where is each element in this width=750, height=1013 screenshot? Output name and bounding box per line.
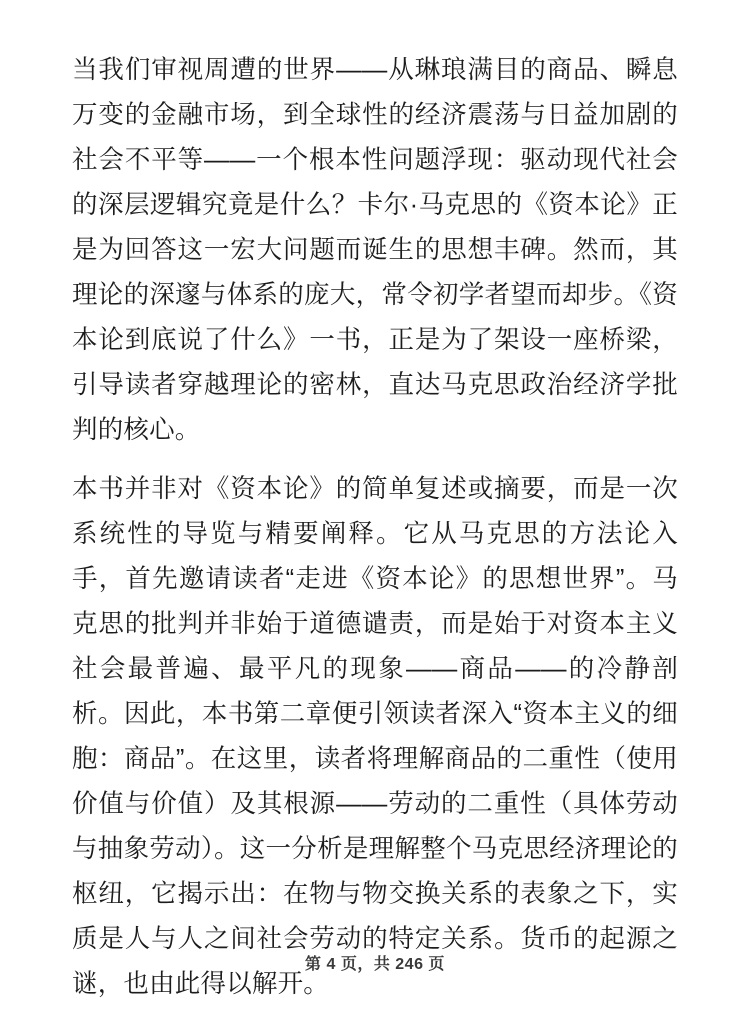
paragraph-1: 当我们审视周遭的世界——从琳琅满目的商品、瞬息万变的金融市场，到全球性的经济震荡与日益加剧的社会不平等——一个根本性问题浮现：驱动现代社会的深层逻辑究竟是什么？卡尔·马克思的《资本论》正是为回答这一宏大问题而诞生的思想丰碑。然而，其理论的深邃与体系的庞大，常令初学者望而却步。《资本论到底说了什么》一书，正是为了架设一座桥梁，引导读者穿越理论的密林，直达马克思政治经济学批判的核心。: [72, 56, 678, 444]
page-content: [72, 48, 678, 1013]
page-footer: [0, 951, 750, 974]
page-number-label: 第 4 页，共 246 页: [305, 956, 445, 973]
paragraph-2: 本书并非对《资本论》的简单复述或摘要，而是一次系统性的导览与精要阐释。它从马克思的方法论入手，首先邀请读者“走进《资本论》的思想世界”。马克思的批判并非始于道德谴责，而是始于对资本主义社会最普遍、最平凡的现象——商品——的冷静剖析。因此，本书第二章便引领读者深入“资本主义的细胞：商品”。在这里，读者将理解商品的二重性（使用价值与价值）及其根源——劳动的二重性（具体劳动与抽象劳动）。这一分析是理解整个马克思经济理论的枢纽，它揭示出：在物与物交换关系的表象之下，实质是人与人之间社会劳动的特定关系。货币的起源之谜，也由此得以解开。: [72, 475, 678, 998]
